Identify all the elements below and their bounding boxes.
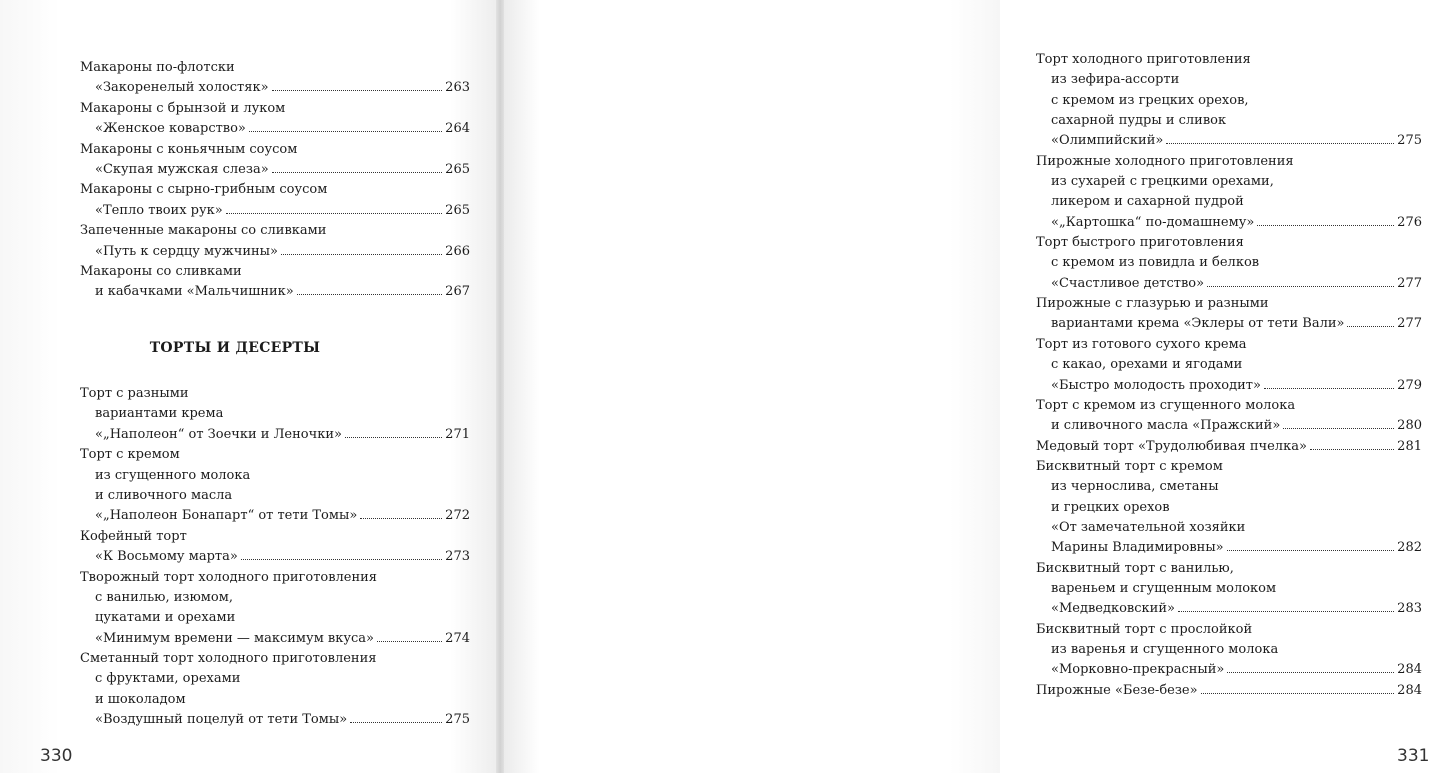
toc-entry-text: «Путь к сердцу мужчины»	[95, 243, 278, 259]
toc-page-number: 274	[445, 630, 470, 646]
toc-page-number: 276	[1397, 214, 1422, 230]
toc-entry-text: с фруктами, орехами	[95, 671, 241, 687]
toc-entry-line	[1036, 314, 1422, 334]
page-number-left: 330	[40, 746, 73, 766]
toc-entry-line	[1036, 620, 1422, 640]
toc-entry-text: Пирожные с глазурью и разными	[1036, 296, 1269, 312]
dot-leader	[1347, 325, 1394, 327]
toc-entry-line	[80, 506, 470, 526]
toc-entry	[80, 384, 470, 445]
toc-entry-text: вареньем и сгущенным молоком	[1051, 580, 1277, 596]
toc-entry-text: с кремом из грецких орехов,	[1051, 92, 1249, 108]
dot-leader	[350, 721, 442, 723]
toc-entry-line	[1036, 681, 1422, 701]
toc-entry-text: Творожный торт холодного приготовления	[80, 569, 378, 585]
toc-page-number: 284	[1397, 662, 1422, 678]
toc-entry-text: из зефира-ассорти	[1051, 72, 1180, 88]
toc-entry-line	[80, 99, 470, 119]
toc-entry-text: «К Восьмому марта»	[95, 549, 238, 565]
toc-entry-text: с какао, орехами и ягодами	[1051, 357, 1243, 373]
toc-entry-line	[80, 262, 470, 282]
book-gutter	[496, 0, 504, 773]
toc-page-number: 265	[445, 202, 470, 218]
toc-page-number: 283	[1397, 601, 1422, 617]
toc-entry-line	[1036, 538, 1422, 558]
toc-entry-line	[80, 568, 470, 588]
toc-entry-line	[80, 649, 470, 669]
toc-page-number: 282	[1397, 540, 1422, 556]
toc-entry	[80, 262, 470, 303]
toc-entry-line	[80, 710, 470, 730]
toc-entry-text: и сливочного масла	[95, 487, 233, 503]
toc-entry-text: Торт из готового сухого крема	[1036, 336, 1247, 352]
toc-entry-text: Макароны с брынзой и луком	[80, 100, 286, 116]
toc-entry-text: Макароны с сырно-грибным соусом	[80, 182, 328, 198]
toc-entry-line	[80, 486, 470, 506]
toc-entry-text: «Морковно-прекрасный»	[1051, 662, 1225, 678]
toc-entry-line	[1036, 416, 1422, 436]
dot-leader	[1207, 285, 1394, 287]
toc-page-number: 284	[1397, 682, 1422, 698]
dot-leader	[1227, 549, 1395, 551]
toc-page-number: 277	[1397, 275, 1422, 291]
toc-entry-text: Пирожные холодного приготовления	[1036, 153, 1294, 169]
toc-entry-text: вариантами крема «Эклеры от тети Вали»	[1051, 316, 1345, 332]
toc-entry-line	[1036, 253, 1422, 273]
toc-entry-text: «Скупая мужская слеза»	[95, 161, 269, 177]
dot-leader	[360, 517, 442, 519]
dot-leader	[249, 130, 442, 132]
toc-entry-text: Торт холодного приготовления	[1036, 52, 1251, 67]
toc-entry-text: Макароны со сливками	[80, 263, 242, 279]
toc-entry	[1036, 457, 1422, 559]
toc-entry-line	[1036, 91, 1422, 111]
toc-entry-line	[1036, 172, 1422, 192]
toc-entry	[80, 99, 470, 140]
toc-entry	[1036, 233, 1422, 294]
toc-entry	[1036, 396, 1422, 437]
toc-list-pasta	[80, 58, 470, 303]
toc-entry-text: цукатами и орехами	[95, 610, 236, 626]
toc-entry-text: с ванилью, изюмом,	[95, 589, 233, 605]
toc-page-number: 266	[445, 243, 470, 259]
toc-entry-text: «Тепло твоих рук»	[95, 202, 223, 218]
toc-page-number: 277	[1397, 316, 1422, 332]
dot-leader	[272, 89, 443, 91]
toc-entry-text: и кабачками «Мальчишник»	[95, 284, 294, 300]
dot-leader	[226, 212, 442, 214]
toc-entry-line	[80, 160, 470, 180]
toc-entry-line	[1036, 579, 1422, 599]
toc-entry	[80, 140, 470, 181]
toc-entry-text: Бисквитный торт с ванилью,	[1036, 560, 1234, 576]
toc-entry-line	[1036, 396, 1422, 416]
dot-leader	[1201, 692, 1395, 694]
toc-page-number: 272	[445, 508, 470, 524]
dot-leader	[1264, 387, 1394, 389]
toc-entry-line	[1036, 437, 1422, 457]
toc-entry-text: Бисквитный торт с кремом	[1036, 458, 1223, 474]
dot-leader	[241, 558, 442, 560]
toc-entry-text: «Воздушный поцелуй от тети Томы»	[95, 712, 348, 728]
toc-entry-text: Кофейный торт	[80, 528, 187, 544]
toc-entry-line	[1036, 477, 1422, 497]
toc-entry-text: «От замечательной хозяйки	[1051, 519, 1246, 535]
toc-entry-line	[1036, 660, 1422, 680]
toc-entry-text: «„Наполеон Бонапарт“ от тети Томы»	[95, 508, 358, 524]
toc-entry-line	[1036, 152, 1422, 172]
toc-entry-line	[80, 527, 470, 547]
toc-entry-line	[1036, 131, 1422, 151]
toc-entry-text: «Быстро молодость проходит»	[1051, 377, 1261, 393]
dot-leader	[1178, 610, 1394, 612]
toc-entry-text: Сметанный торт холодного приготовления	[80, 651, 377, 667]
toc-entry	[80, 58, 470, 99]
toc-entry-text: Макароны с коньячным соусом	[80, 141, 298, 157]
toc-entry-line	[1036, 192, 1422, 212]
toc-page-number: 265	[445, 161, 470, 177]
toc-entry-text: и сливочного масла «Пражский»	[1051, 418, 1281, 434]
toc-entry-line	[1036, 70, 1422, 90]
toc-entry-line	[1036, 111, 1422, 131]
toc-page-number: 279	[1397, 377, 1422, 393]
page-number-right: 331	[1397, 746, 1429, 766]
toc-entry-line	[80, 384, 470, 404]
toc-entry-line	[1036, 559, 1422, 579]
toc-entry-line	[1036, 294, 1422, 314]
dot-leader	[1257, 224, 1394, 226]
toc-entry-line	[80, 425, 470, 445]
toc-entry-line	[1036, 355, 1422, 375]
toc-entry-line	[80, 221, 470, 241]
toc-entry-text: Марины Владимировны»	[1051, 540, 1224, 556]
toc-entry-text: «Минимум времени — максимум вкуса»	[95, 630, 375, 646]
toc-entry-line	[80, 547, 470, 567]
toc-entry	[80, 445, 470, 527]
toc-entry-line	[1036, 457, 1422, 477]
toc-entry	[1036, 152, 1422, 233]
toc-entry-line	[1036, 274, 1422, 294]
toc-entry-line	[80, 78, 470, 98]
toc-entry	[80, 180, 470, 221]
toc-entry	[1036, 681, 1422, 701]
toc-entry	[80, 221, 470, 262]
toc-entry-text: «„Наполеон“ от Зоечки и Леночки»	[95, 426, 342, 442]
toc-entry-text: и грецких орехов	[1051, 499, 1170, 515]
toc-list-desserts	[1036, 50, 1422, 701]
toc-entry-text: Торт с кремом	[80, 447, 180, 463]
left-page	[0, 0, 500, 773]
toc-page-number: 263	[445, 80, 470, 96]
toc-entry-text: Торт с кремом из сгущенного молока	[1036, 397, 1296, 413]
toc-page-number: 271	[445, 426, 470, 442]
toc-entry-line	[1036, 640, 1422, 660]
toc-entry-text: Торт быстрого приготовления	[1036, 235, 1244, 251]
toc-entry	[80, 649, 470, 731]
toc-entry-text: и шоколадом	[95, 691, 186, 707]
toc-entry-line	[80, 282, 470, 302]
toc-entry-line	[80, 588, 470, 608]
toc-entry-line	[1036, 213, 1422, 233]
toc-entry-text: с кремом из повидла и белков	[1051, 255, 1260, 271]
toc-page-number: 273	[445, 549, 470, 565]
toc-entry-line	[1036, 335, 1422, 355]
toc-entry-text: «Закоренелый холостяк»	[95, 80, 269, 96]
toc-entry	[80, 527, 470, 568]
toc-entry-line	[80, 466, 470, 486]
toc-entry-line	[80, 58, 470, 78]
toc-entry-line	[80, 669, 470, 689]
toc-entry-line	[80, 629, 470, 649]
toc-entry-line	[1036, 233, 1422, 253]
toc-entry-line	[1036, 599, 1422, 619]
toc-page-number: 267	[445, 284, 470, 300]
toc-entry	[1036, 294, 1422, 335]
dot-leader	[1310, 448, 1394, 450]
toc-entry-line	[80, 404, 470, 424]
dot-leader	[345, 436, 442, 438]
toc-entry-line	[80, 201, 470, 221]
toc-list-cakes	[80, 384, 470, 731]
toc-entry-line	[80, 140, 470, 160]
dot-leader	[281, 253, 442, 255]
dot-leader	[1166, 142, 1394, 144]
toc-entry	[1036, 559, 1422, 620]
toc-entry	[1036, 50, 1422, 152]
toc-entry-text: Торт с разными	[80, 386, 189, 401]
toc-entry-text: из варенья и сгущенного молока	[1051, 641, 1279, 657]
toc-entry-text: Медовый торт «Трудолюбивая пчелка»	[1036, 438, 1307, 454]
toc-entry-text: из сухарей с грецкими орехами,	[1051, 174, 1274, 190]
toc-entry-line	[80, 445, 470, 465]
toc-entry-line	[1036, 498, 1422, 518]
toc-entry-text: «„Картошка“ по-домашнему»	[1051, 214, 1255, 230]
toc-page-number: 264	[445, 121, 470, 137]
toc-entry-line	[1036, 518, 1422, 538]
toc-entry-line	[80, 242, 470, 262]
toc-entry	[1036, 620, 1422, 681]
toc-entry-text: сахарной пудры и сливок	[1051, 113, 1227, 129]
toc-entry-text: «Счастливое детство»	[1051, 275, 1205, 291]
toc-entry-line	[1036, 50, 1422, 70]
toc-entry-text: Бисквитный торт с прослойкой	[1036, 621, 1253, 637]
toc-entry-text: «Олимпийский»	[1051, 133, 1164, 149]
dot-leader	[297, 293, 442, 295]
toc-entry-line	[80, 180, 470, 200]
toc-page-number: 281	[1397, 438, 1422, 454]
toc-entry-text: из сгущенного молока	[95, 467, 251, 483]
dot-leader	[377, 640, 442, 642]
toc-entry-line	[80, 608, 470, 628]
toc-entry-text: «Медведковский»	[1051, 601, 1175, 617]
toc-entry-text: Пирожные «Безе-безе»	[1036, 682, 1198, 698]
toc-entry-text: «Женское коварство»	[95, 121, 246, 137]
toc-page-number: 275	[445, 712, 470, 728]
toc-entry-line	[1036, 376, 1422, 396]
toc-entry-text: вариантами крема	[95, 406, 224, 422]
toc-page-number: 275	[1397, 133, 1422, 149]
toc-entry	[1036, 437, 1422, 457]
toc-entry-text: Запеченные макароны со сливками	[80, 223, 327, 239]
toc-entry-text: Макароны по-флотски	[80, 60, 235, 75]
dot-leader	[272, 171, 443, 173]
toc-entry-text: ликером и сахарной пудрой	[1051, 194, 1244, 210]
dot-leader	[1227, 671, 1394, 673]
toc-entry	[1036, 335, 1422, 396]
toc-entry-text: из чернослива, сметаны	[1051, 479, 1219, 495]
toc-entry-line	[80, 119, 470, 139]
toc-entry	[80, 568, 470, 650]
toc-entry-line	[80, 690, 470, 710]
toc-page-number: 280	[1397, 418, 1422, 434]
dot-leader	[1283, 427, 1394, 429]
section-title: ТОРТЫ И ДЕСЕРТЫ	[149, 340, 321, 356]
right-page	[500, 0, 1429, 773]
